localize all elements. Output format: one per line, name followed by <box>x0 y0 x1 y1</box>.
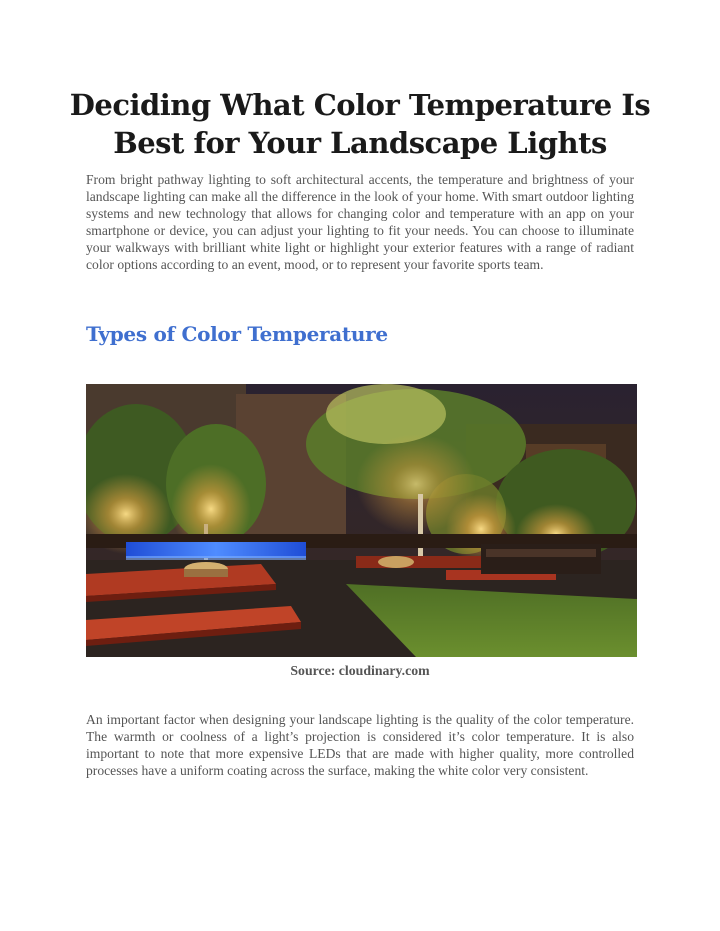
page-title: Deciding What Color Temperature Is Best for Your Landscape Lights <box>69 88 651 160</box>
section-heading: Types of Color Temperature <box>86 322 388 346</box>
body-paragraph: An important factor when designing your landscape lighting is the quality of the color temperature. The warmth or coolness of a light’s projection is considered it’s color temperature. It is also important to note that more expensive LEDs that are made with higher quality, more controlled processes have a uniform coating across the surface, making the white color very consistent. <box>86 712 634 778</box>
landscape-lighting-photo <box>86 384 637 657</box>
image-caption: Source: cloudinary.com <box>290 663 430 678</box>
intro-paragraph: From bright pathway lighting to soft architectural accents, the temperature and brightness of your landscape lighting can make all the difference in the look of your home. With smart outdoor lighting systems and new technology that allows for changing color and temperature with an app on your smartphone or device, you can adjust your lighting to fit your needs. You can choose to illuminate your walkways with brilliant white light or highlight your exterior features with a range of radiant color options according to an event, mood, or to represent your favorite sports team. <box>86 172 634 272</box>
